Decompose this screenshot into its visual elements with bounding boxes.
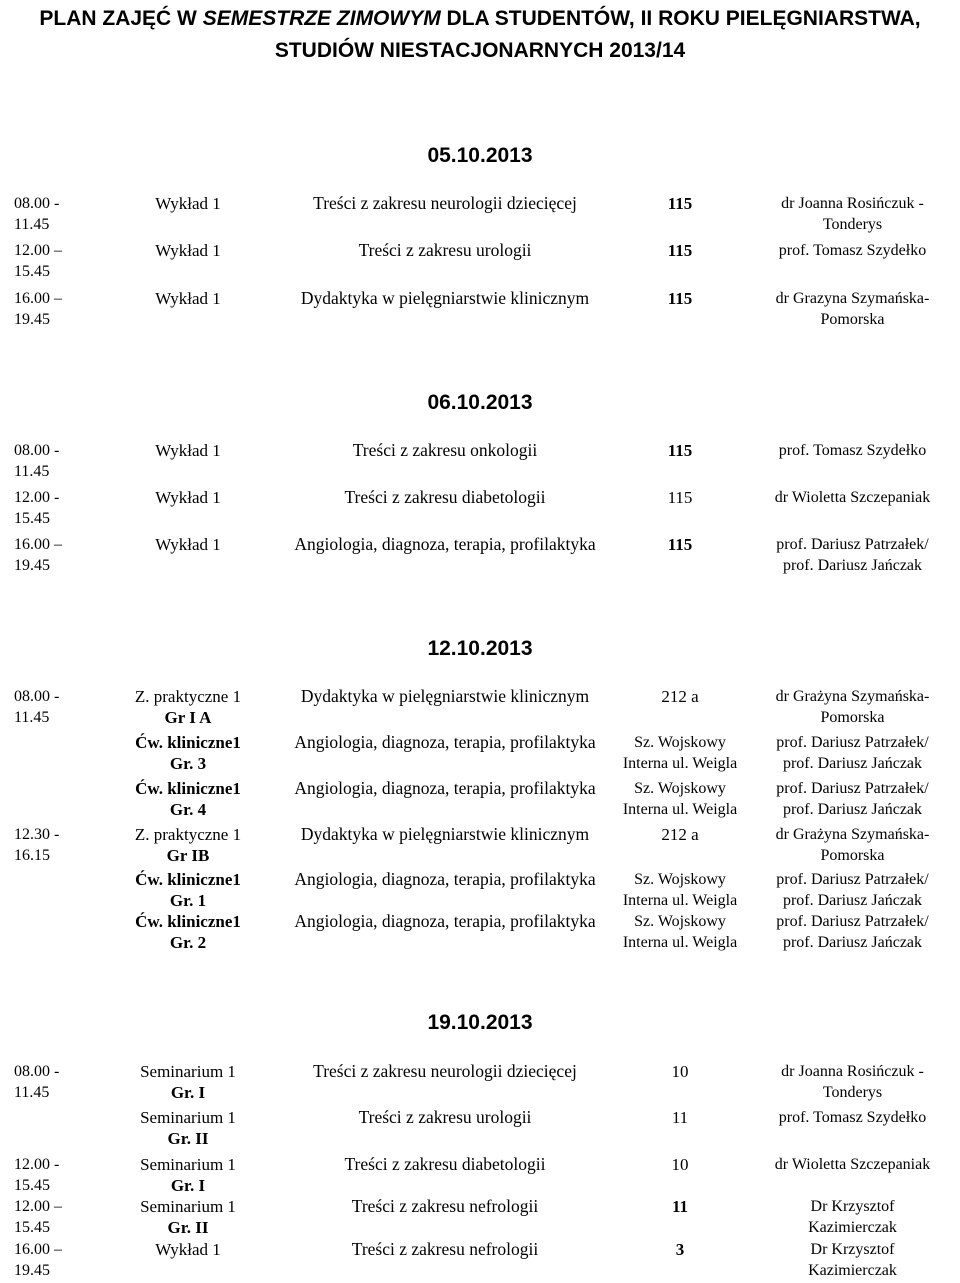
- subject: Treści z zakresu nefrologii: [351, 1239, 539, 1259]
- class-type: Seminarium 1 Gr. I: [140, 1155, 236, 1195]
- room: 11: [671, 1197, 689, 1216]
- subject: Treści z zakresu diabetologii: [344, 1154, 546, 1174]
- lecturer: dr Grażyna Szymańska- Pomorska: [775, 826, 930, 864]
- lecturer: prof. Dariusz Patrzałek/ prof. Dariusz Jańczak: [776, 734, 929, 772]
- time-slot: 12.30 - 16.15: [14, 826, 60, 864]
- lecturer: Dr Krzysztof Kazimierczak: [808, 1198, 897, 1236]
- page-title-line1: [0, 4, 960, 34]
- class-type: Ćw. kliniczne1 Gr. 3: [135, 733, 241, 773]
- subject: Angiologia, diagnoza, terapia, profilaktyka: [294, 732, 596, 752]
- time-slot: 08.00 - 11.45: [14, 1063, 60, 1101]
- room: Sz. Wojskowy Interna ul. Weigla: [622, 913, 738, 951]
- subject: Treści z zakresu urologii: [358, 1107, 532, 1127]
- lecturer: prof. Tomasz Szydełko: [778, 1109, 927, 1126]
- lecturer: dr Joanna Rosińczuk - Tonderys: [781, 195, 924, 233]
- subject: Dydaktyka w pielęgniarstwie klinicznym: [300, 824, 590, 844]
- class-type: Wykład 1: [155, 194, 221, 213]
- lecturer: prof. Tomasz Szydełko: [778, 242, 927, 259]
- subject: Angiologia, diagnoza, terapia, profilaktyka: [294, 778, 596, 798]
- room: 115: [667, 289, 693, 308]
- title-part-c: DLA STUDENTÓW, II ROKU PIELĘGNIARSTWA,: [440, 7, 921, 30]
- room: 11: [671, 1108, 689, 1127]
- room: 115: [667, 194, 693, 213]
- class-type: Ćw. kliniczne1 Gr. 1: [135, 870, 241, 910]
- room: 212 a: [661, 825, 699, 844]
- room: 115: [667, 488, 693, 507]
- time-slot: 12.00 - 15.45: [14, 1156, 60, 1194]
- lecturer: prof. Dariusz Patrzałek/ prof. Dariusz Jańczak: [776, 780, 929, 818]
- lecturer: dr Joanna Rosińczuk - Tonderys: [781, 1063, 924, 1101]
- subject: Treści z zakresu onkologii: [352, 440, 538, 460]
- class-type: Seminarium 1 Gr. II: [140, 1108, 236, 1148]
- lecturer: dr Wioletta Szczepaniak: [774, 489, 931, 506]
- room: 10: [671, 1155, 689, 1174]
- time-slot: 16.00 – 19.45: [14, 1241, 62, 1279]
- room: 10: [671, 1062, 689, 1081]
- class-type: Wykład 1: [155, 441, 221, 460]
- subject: Treści z zakresu diabetologii: [344, 487, 546, 507]
- time-slot: 16.00 – 19.45: [14, 290, 62, 328]
- room: 115: [667, 441, 693, 460]
- time-slot: 12.00 – 15.45: [14, 242, 62, 280]
- subject: Angiologia, diagnoza, terapia, profilaktyka: [294, 911, 596, 931]
- lecturer: dr Grazyna Szymańska- Pomorska: [775, 290, 930, 328]
- lecturer: Dr Krzysztof Kazimierczak: [808, 1241, 897, 1279]
- time-slot: 16.00 – 19.45: [14, 536, 62, 574]
- room: Sz. Wojskowy Interna ul. Weigla: [622, 780, 738, 818]
- page-title-line2: STUDIÓW NIESTACJONARNYCH 2013/14: [274, 39, 686, 62]
- room: Sz. Wojskowy Interna ul. Weigla: [622, 734, 738, 772]
- title-part-a: PLAN ZAJĘĆ W: [39, 7, 203, 30]
- class-type: Wykład 1: [155, 535, 221, 554]
- subject: Treści z zakresu urologii: [358, 240, 532, 260]
- class-type: Wykład 1: [155, 488, 221, 507]
- day-date: 06.10.2013: [427, 391, 533, 414]
- subject: Angiologia, diagnoza, terapia, profilaktyka: [294, 534, 596, 554]
- subject: Treści z zakresu nefrologii: [351, 1196, 539, 1216]
- room: 212 a: [661, 687, 699, 706]
- lecturer: dr Wioletta Szczepaniak: [774, 1156, 931, 1173]
- title-part-b: SEMESTRZE ZIMOWYM: [202, 7, 441, 30]
- subject: Angiologia, diagnoza, terapia, profilaktyka: [294, 869, 596, 889]
- time-slot: 12.00 – 15.45: [14, 1198, 62, 1236]
- time-slot: 12.00 - 15.45: [14, 489, 60, 527]
- subject: Dydaktyka w pielęgniarstwie klinicznym: [300, 686, 590, 706]
- subject: Treści z zakresu neurologii dziecięcej: [313, 193, 577, 213]
- class-type: Wykład 1: [155, 241, 221, 260]
- class-type: Z. praktyczne 1 Gr IB: [134, 825, 242, 865]
- time-slot: 08.00 - 11.45: [14, 195, 60, 233]
- class-type: Wykład 1: [155, 289, 221, 308]
- class-type: Z. praktyczne 1 Gr I A: [134, 687, 242, 727]
- class-type: Seminarium 1 Gr. II: [140, 1197, 236, 1237]
- day-date: 19.10.2013: [427, 1011, 533, 1034]
- class-type: Ćw. kliniczne1 Gr. 4: [135, 779, 241, 819]
- room: 115: [667, 535, 693, 554]
- lecturer: prof. Dariusz Patrzałek/ prof. Dariusz Jańczak: [776, 913, 929, 951]
- subject: Treści z zakresu neurologii dziecięcej: [313, 1061, 577, 1081]
- time-slot: 08.00 - 11.45: [14, 688, 60, 726]
- room: Sz. Wojskowy Interna ul. Weigla: [622, 871, 738, 909]
- room: 115: [667, 241, 693, 260]
- class-type: Seminarium 1 Gr. I: [140, 1062, 236, 1102]
- time-slot: 08.00 - 11.45: [14, 442, 60, 480]
- lecturer: prof. Dariusz Patrzałek/ prof. Dariusz Jańczak: [776, 871, 929, 909]
- lecturer: dr Grażyna Szymańska- Pomorska: [775, 688, 930, 726]
- class-type: Ćw. kliniczne1 Gr. 2: [135, 912, 241, 952]
- day-date: 05.10.2013: [427, 144, 533, 167]
- lecturer: prof. Tomasz Szydełko: [778, 442, 927, 459]
- room: 3: [675, 1240, 685, 1259]
- lecturer: prof. Dariusz Patrzałek/ prof. Dariusz Jańczak: [776, 536, 929, 574]
- subject: Dydaktyka w pielęgniarstwie klinicznym: [300, 288, 590, 308]
- day-date: 12.10.2013: [427, 637, 533, 660]
- class-type: Wykład 1: [155, 1240, 221, 1259]
